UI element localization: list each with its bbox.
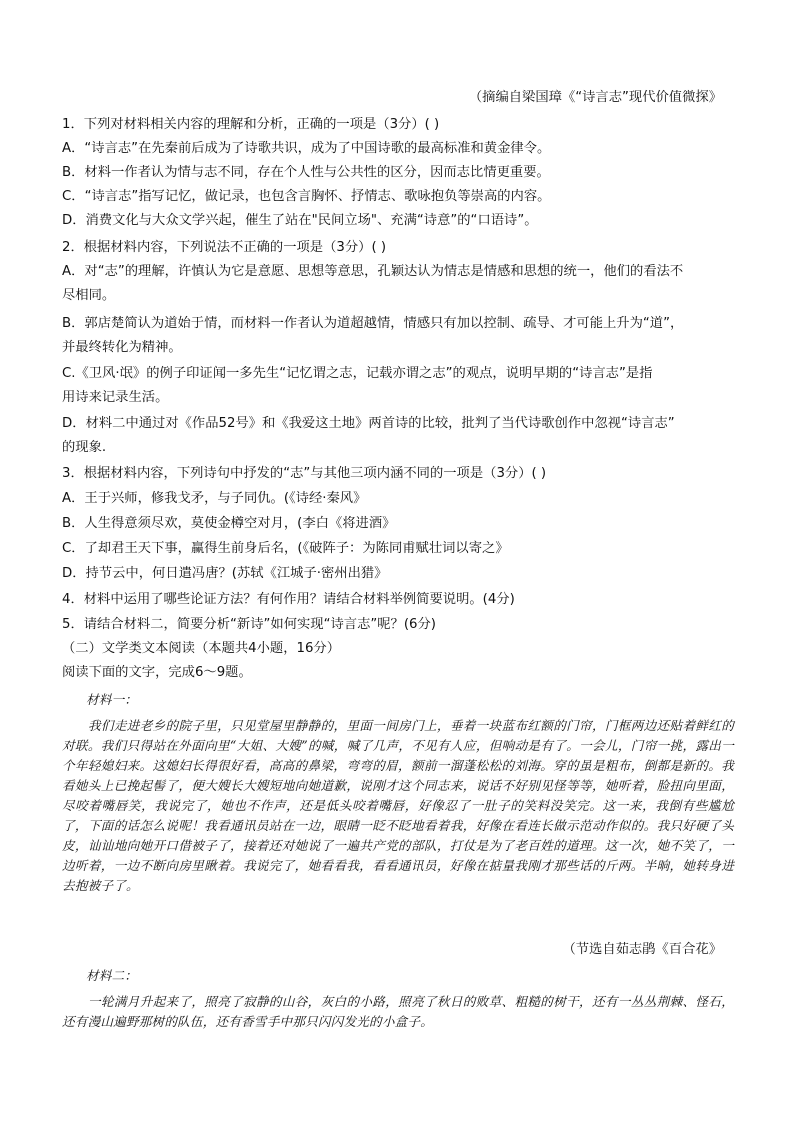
material-1-source: （节选自茹志鹃《百合花》 xyxy=(562,942,722,957)
question-2-option-a-cont: 尽相同。 xyxy=(62,288,116,303)
question-2-option-c-cont: 用诗来记录生活。 xyxy=(62,390,169,405)
question-2-option-b-cont: 并最终转化为精神。 xyxy=(62,340,182,355)
question-1-option-a: A．“诗言志”在先秦前后成为了诗歌共识，成为了中国诗歌的最高标准和黄金律令。 xyxy=(62,141,551,156)
section-heading: （二）文学类文本阅读（本题共4小题，16分） xyxy=(62,641,341,656)
question-1-stem: 1．下列对材料相关内容的理解和分析，正确的一项是（3分）( ) xyxy=(62,117,440,132)
material-2 xyxy=(62,966,734,1032)
question-4: 4．材料中运用了哪些论证方法？有何作用？请结合材料举例简要说明。(4分) xyxy=(62,592,515,607)
question-1-option-b: B．材料一作者认为情与志不同，存在个人性与公共性的区分，因而志比情更重要。 xyxy=(62,165,550,180)
material-2-text: 一轮满月升起来了，照亮了寂静的山谷，灰白的小路，照亮了秋日的败草、粗糙的树干，还有一丛丛荆棘、怪石，还有漫山遍野那树的队伍，还有香雪手中那只闪闪发光的小盒子。 xyxy=(62,994,734,1029)
question-3-option-d: D．持节云中，何日遣冯唐？(苏轼《江城子·密州出猎》 xyxy=(62,566,388,581)
question-3-option-b: B．人生得意须尽欢，莫使金樽空对月，(李白《将进酒》 xyxy=(62,516,396,531)
question-1-option-c: C．“诗言志”指写记忆，做记录，也包含言胸怀、抒情志、歌咏抱负等崇高的内容。 xyxy=(62,189,551,204)
question-2-option-d-cont: 的现象. xyxy=(62,440,107,455)
question-2-option-c: C.《卫风·氓》的例子印证闻一多先生“记忆谓之志，记载亦谓之志”的观点，说明早期的“诗言志”是指 xyxy=(62,366,653,381)
material-1-text: 我们走进老乡的院子里，只见堂屋里静静的，里面一间房门上，垂着一块蓝布红额的门帘，门框两边还贴着鲜红的对联。我们只得站在外面向里“大姐、大嫂”的喊，喊了几声，不见有人应，但响动是有了。一会儿，门帘一挑，露出一个年轻媳妇来。这媳妇长得很好看，高高的鼻梁，弯弯的眉，额前一溜蓬松松的刘海。穿的虽是粗布，倒都是新的。我看她头上已挽起髻了，便大嫂长大嫂短地向她道歉，说刚才这个同志来，说话不好别见怪等等，她听着，脸扭向里面，尽咬着嘴唇笑，我说完了，她也不作声，还是低头咬着嘴唇，好像忍了一肚子的笑料没笑完。这一来，我倒有些尴尬了，下面的话怎么说呢！我看通讯员站在一边，眼睛一眨不眨地看着我，好像在看连长做示范动作似的。我只好硬了头皮，讪讪地向她开口借被子了，接着还对她说了一遍共产党的部队，打仗是为了老百姓的道理。这一次，她不笑了，一边听着，一边不断向房里瞅着。我说完了，她看看我，看看通讯员，好像在掂量我刚才那些话的斤两。半晌，她转身进去抱被子了。 xyxy=(62,718,734,893)
question-2-option-b: B．郭店楚简认为道始于情，而材料一作者认为道超越情，情感只有加以控制、疏导、才可能上升为“道”， xyxy=(62,316,684,331)
material-source-citation: （摘编自梁国璋《“诗言志”现代价值微探》 xyxy=(468,90,722,105)
material-1 xyxy=(62,690,734,896)
question-2-option-d: D．材料二中通过对《作品52号》和《我爱这土地》两首诗的比较，批判了当代诗歌创作中忽视“诗言志” xyxy=(62,416,675,431)
question-3-stem: 3．根据材料内容，下列诗句中抒发的“志”与其他三项内涵不同的一项是（3分）( ) xyxy=(62,466,547,481)
material-2-label: 材料二： xyxy=(86,968,138,983)
reading-instruction: 阅读下面的文字，完成6～9题。 xyxy=(62,665,252,680)
question-2-stem: 2．根据材料内容，下列说法不正确的一项是（3分）( ) xyxy=(62,240,387,255)
material-1-label: 材料一： xyxy=(86,692,138,707)
question-5: 5．请结合材料二，简要分析“新诗”如何实现“诗言志”呢？(6分) xyxy=(62,617,436,632)
question-2-option-a: A．对“志”的理解，许慎认为它是意愿、思想等意思，孔颖达认为情志是情感和思想的统一，他们的看法不 xyxy=(62,264,684,279)
question-3-option-a: A．王于兴师，修我戈矛，与子同仇。(《诗经·秦风》 xyxy=(62,491,367,506)
question-1-option-d: D．消费文化与大众文学兴起，催生了站在"民间立场"、充满“诗意”的“口语诗”。 xyxy=(62,213,538,228)
question-3-option-c: C．了却君王天下事，赢得生前身后名，(《破阵子：为陈同甫赋壮词以寄之》 xyxy=(62,541,509,556)
